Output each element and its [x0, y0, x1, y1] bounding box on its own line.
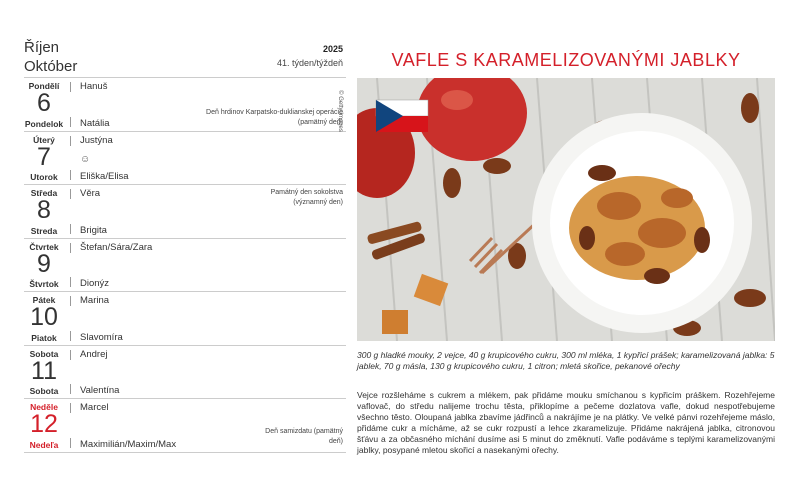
day-number: 10 [30, 303, 58, 331]
day-name-cz: Sobota [29, 348, 59, 359]
nameday-cz: Věra [80, 188, 101, 199]
divider [70, 189, 71, 199]
divider [70, 403, 71, 413]
holiday-note: Deň samizdatu (pamätný deň) [265, 428, 343, 445]
day-name-sk: Sobota [29, 386, 59, 396]
nameday-cz: Štefan/Sára/Zara [80, 241, 153, 253]
divider [70, 117, 71, 127]
day-name-sk: Nedeľa [29, 439, 59, 450]
month-cz: Říjen [24, 39, 60, 56]
smiley-icon: ☺ [80, 153, 91, 165]
divider [70, 82, 71, 92]
day-name-sk: Piatok [31, 332, 57, 343]
month-sk: Október [24, 58, 78, 75]
nameday-cz: Hanuš [80, 81, 108, 92]
day-number: 9 [37, 249, 51, 278]
day-number: 12 [30, 410, 58, 438]
nameday-sk: Valentína [80, 385, 120, 396]
day-row [24, 345, 346, 399]
day-name-cz: Pátek [32, 295, 56, 305]
photo-credit: © Getty Images [336, 90, 343, 132]
day-row-sunday [24, 398, 346, 453]
divider [70, 277, 71, 287]
divider [70, 136, 71, 146]
day-row [24, 184, 346, 238]
day-list [24, 77, 346, 453]
day-name-cz: Středa [30, 188, 58, 198]
nameday-sk: Brigita [80, 224, 107, 236]
nameday-cz: Justýna [80, 134, 113, 146]
day-number: 6 [37, 89, 51, 117]
nameday-cz: Marina [80, 295, 110, 306]
nameday-sk: Natália [80, 117, 110, 129]
day-name-sk: Pondelok [24, 118, 64, 129]
divider [70, 296, 71, 306]
recipe-procedure: Vejce rozšleháme s cukrem a mlékem, pak přidáme mouku smíchanou s kypřicím práškem. Rozehřejeme vaflovač, do středu nalijeme trochu těsta, přiklopíme a pečeme dozlatova vafle, dokud nespotřebujeme všechno těsto. Oloupaná jablka zbavíme jádřinců a nakrájíme je na plátky. Ve velké pánvi rozehřejeme máslo, přidáme cukr a mícháme, až se cukr rozpustí a lehce zkaramelizuje. Přidáme nakrájená jablka, citronovou šťávu a za občasného míchání dusíme asi 5 minut do změknutí. Vafle podáváme s teplými karamelizovanými jablky, posypané mletou skořicí a nasekanými ořechy. [357, 390, 775, 455]
day-name-cz: Neděle [30, 402, 58, 412]
day-row [24, 291, 346, 345]
holiday-note: Deň hrdinov Karpatsko-duklianskej operácie (pamätný deň) [206, 109, 343, 126]
divider [70, 170, 71, 180]
nameday-sk: Dionýz [80, 278, 110, 289]
divider [70, 384, 71, 394]
day-name-cz: Čtvrtek [29, 241, 59, 252]
day-name-cz: Úterý [33, 134, 55, 145]
recipe-title: VAFLE S KARAMELIZOVANÝMI JABLKY [391, 50, 741, 70]
day-row [24, 77, 346, 131]
nameday-sk: Eliška/Elisa [80, 171, 129, 182]
day-name-cz: Pondělí [28, 81, 60, 91]
day-number: 8 [37, 196, 51, 224]
day-number: 11 [31, 356, 57, 385]
divider [70, 438, 71, 448]
day-name-sk: Utorok [30, 172, 58, 182]
divider [70, 350, 71, 360]
day-row [24, 238, 346, 292]
year: 2025 [322, 44, 343, 54]
recipe-photo [357, 78, 775, 341]
divider [70, 331, 71, 341]
day-number: 7 [37, 142, 51, 171]
day-name-sk: Streda [30, 225, 58, 236]
nameday-cz: Andrej [80, 348, 108, 360]
divider [70, 224, 71, 234]
recipe-ingredients: 300 g hladké mouky, 2 vejce, 40 g krupicového cukru, 300 ml mléka, 1 kypřicí prášek; karamelizovaná jablka: 5 jablek, 70 g másla, 130 g krupicového cukru, 1 citron; mletá skořice, pekanové ořechy [357, 350, 775, 371]
czech-flag-icon [376, 100, 428, 132]
nameday-cz: Marcel [80, 402, 109, 413]
week-number: 41. týden/týždeň [276, 58, 343, 68]
day-row [24, 131, 346, 185]
nameday-sk: Slavomíra [80, 331, 123, 343]
day-name-sk: Štvrtok [29, 279, 59, 289]
holiday-note: Památný den sokolstva (významný den) [270, 189, 343, 206]
divider [70, 243, 71, 253]
month-label [24, 38, 77, 76]
nameday-sk: Maximilián/Maxim/Max [80, 438, 177, 450]
